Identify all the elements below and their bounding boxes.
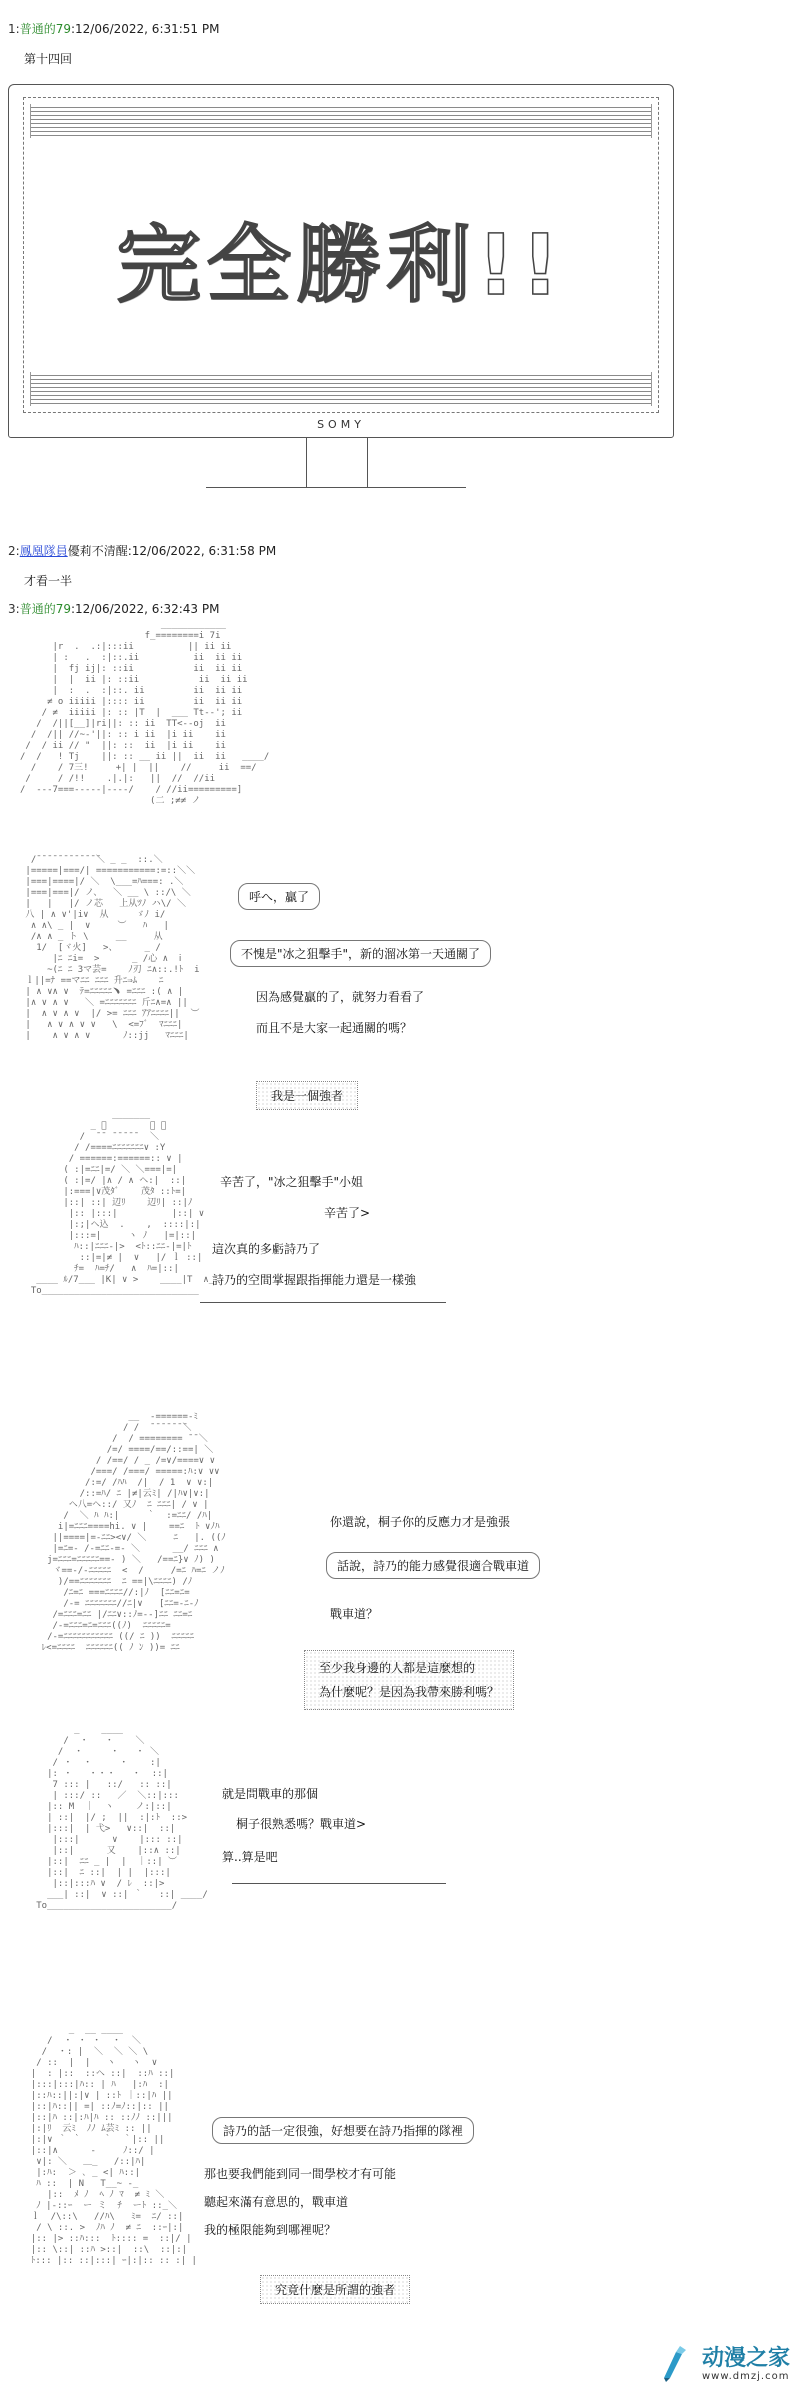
ascii-art-character-2: _______ _ ﾞ ︶ ＼ / ̄ ̄ ̄ ̄ ̄ ̄ ̄ ＼ / /====ﾆﾆﾆﾆﾆﾆﾆ∨ :Y / ======:======:: ∨ | ( :|=ﾆﾆ|=/ ＼ ＼===|=| ( :|=/ |∧ / ∧ ヘ:| ::| |:===|∨茂ﾀﾞ 茂ﾀ ::ﾄ=| |::| ::| 辺ﾘ 辺ﾘ| ::|ﾉ |:: |:::| |::| ∨ |:;|ヘ込 . , ::::|:| |:::=| ヽ ﾉ |=|::| ﾊ::|ﾆﾆﾆ-|> <ﾄ::ﾆﾆ-|=|ﾄ ::|=|≠ | ∨ |/ ｌ ::| ﾁ= ﾊ=ﾁ/ ∧ ﾊ=|::| ____ ﾙ/7___ |K| ∨ > ____|T ∧_ To_____________________________ [30,1110,215,1296]
ascii-art-character-1: /̄ ̄ ̄ ̄ ̄ ̄ ̄ ̄ ̄ ̄ ̄ ̄＼ _ _ ::.＼ |=====|===/| ===========:=::＼＼ |===|====|/ ＼ \___=ﾊ===: .＼ |===|===|/ ノ、 ＼ __ \ ::/\ ＼ | | |/ ノ芯 上从ﾂﾉ ハ\/ ＼ 八 | ∧ ∨'|i∨ 从 ゞﾉ i/ ∧ ∧\ _ | ∨ ︶ ﾊ | /∧ ∧ _ ト \ __ 从 1/ [ヾ火] >、 _ / |ﾆ ﾆi= > _ /心 ∧ ⅰ ~(ﾆ ﾆ 3マ芸= ﾉ刃 ﾆ∧::.!ﾄ i ｌ||=ﾅ ==マﾆﾆ ﾆﾆﾆ 升ﾆ⇒ﾑ ﾆ | ∧ ∨∧ ∨ ﾃ=ﾆﾆﾆﾆﾆ﹅ =ﾆﾆﾆ :( ∧ | |∧ ∨ ∧ ∨ ＼ =ﾆﾆﾆﾆﾆﾆﾆ 斤ﾆ∧=∧ || | ∧ ∨ ∧ ∨ |/ >= ﾆﾆﾆ ｱｱﾆﾆﾆﾆ|| ︶ | ∧ ∨ ∧ ∨ ∨ \ <=ﾌﾞ ﾏﾆﾆﾆ| | ∧ ∨ ∧ ∨ ﾉ::jj ﾏﾆﾆﾆ| [25,855,200,1041]
post-body-1: 第十四回 [24,52,73,66]
post-body-2: 才看一半 [24,574,73,588]
speech-bubble: 不愧是"冰之狙擊手"，新的溜冰第一天通關了 [230,940,491,967]
poster-name-extra: 優莉不清醒 [67,544,128,558]
scene-divider [232,1883,446,1884]
dialogue-line: 辛苦了> [324,1206,371,1220]
watermark-url: www.dmzj.com [701,2370,790,2382]
ascii-art-character-3: __ -======-ﾐ / / ̄ ̄ ̄ ̄ ̄ ̄ ̄＼ / / ======== ̄ ̄ ＼ /=/ ====/==/::==| ＼ / /==/ / _ /=∨/====∨ ∨ /===/ /===/ =====:ﾊ:∨ ∨∨ /:=/ /ﾊﾊ /| / 1 ∨ ∨:| /::=ﾊ/ ﾆ |≠|云ﾐ| /|ﾊ∨|∨:| ヘ八=ヘ::/ 又ﾉ ﾆ ﾆﾆﾆ| / ∨ | / ＼ ﾊ ﾊ:| ｀ :=ﾆﾆ/ /ﾊ| i|=ﾆﾆﾆ====hi. ∨ | ==ﾆ ﾄ ∨ﾉﾊ ||====|=-ﾆﾆ><∨/ ＼ ﾆ |. ((ﾉ |=ﾆ=- /-=ﾆﾆ-=- ＼ __/ ﾆﾆﾆ ∧ j=ﾆﾆﾆ=ﾆﾆﾆﾆﾆ==- ) ＼ /==ﾆ}∨ ﾉ) ) ヾ==-/-ﾆﾆﾆﾆﾆ < / /=ﾆ ﾊ=ﾆ ノﾉ )/==ﾆﾆﾆﾆﾆﾆﾆ ﾆ ==|\ﾆﾆﾆﾆ) /ﾉ /ﾆ=ﾆ ===ﾆﾆﾆﾆ//:|ﾉ [ﾆﾆ=ﾆ= /-= ﾆﾆﾆﾆﾆﾆﾆ//ﾆ|∨ [ﾆﾆ=-ﾆ-ﾉ /=ﾆﾆﾆ=ﾆﾆ |/ﾆﾆ∨::ﾉ=--]ﾆﾆ ﾆﾆ=ﾆ /-=ﾆﾆﾆ=ﾆ=ﾆﾆﾆ((ﾉ) ﾆﾆﾆﾆﾆ= /-=ﾆﾆﾆﾆﾆﾆﾆﾆﾆﾆﾆ ((/ ﾆ )) ﾆﾆﾆﾆﾆ ﾚ<=ﾆﾆﾆﾆ ﾆﾆﾆﾆﾆﾆ(( ﾉ ﾝ ))= ﾆﾆ [41,1412,226,1653]
thought-line: 為什麼呢？是因為我帶來勝利嗎？ [319,1685,500,1699]
ascii-art-character-4: _ ____ / ・ ・ ＼ / ・ ・ ・ ＼ / ・ ・ ・ :| |: ・ ・・・ ・ ::| 7 ::: | ::/ :: ::| | :::/ :: ／ ＼::|::: |:: M ｜ ヽ ノ:|::| | ::| |/ ; || :|:ﾄ ::> |:::| | 弋> ∨::| ::| |:::| ∨ |::: ::| |::| 又 |::∧ ::| |::| ﾆﾆ _ | | ｜::| ︶ |::| ﾆ ::| | | |:::| |::|:::ﾊ ∨ / ﾚ ::|> ___| ::| ∨ ::| ｀ ::| ____/ To_______________________/ [36,1725,208,1911]
dialogue-line: 戰車道？ [330,1607,379,1621]
monitor-frame [8,84,674,438]
post-header-1: 1:普通的79:12/06/2022, 6:31:51 PM [8,22,220,36]
post-number: 3: [8,602,20,616]
dialogue-line: 這次真的多虧詩乃了 [212,1242,321,1256]
post-number: 2: [8,544,20,558]
victory-title: 完全勝利!! [116,216,566,314]
pen-logo-icon [656,2344,696,2384]
poster-name[interactable]: 普通的79 [19,22,71,36]
monitor-stand-base [206,487,466,496]
dialogue-line: 算..算是吧 [222,1850,278,1864]
thought-box: 我是一個強者 [256,1081,358,1110]
screen-hatch-bottom [30,372,652,406]
post-timestamp: 12/06/2022, 6:31:58 PM [131,544,277,558]
dialogue-line: 而且不是大家一起通關的嗎？ [256,1021,413,1035]
speech-bubble: 呼へ，贏了 [238,883,320,910]
post-header-3: 3:普通的79:12/06/2022, 6:32:43 PM [8,602,220,616]
dialogue-line: 詩乃的空間掌握跟指揮能力還是一樣強 [212,1273,417,1287]
dialogue-line: 桐子很熟悉嗎？戰車道> [236,1817,367,1831]
thought-line: 至少我身邊的人都是這麼想的 [319,1661,476,1675]
dialogue-line: 那也要我們能到同一間學校才有可能 [204,2167,397,2181]
monitor-brand: SOMY [317,418,365,431]
dialogue-line: 因為感覺贏的了，就努力看看了 [256,990,425,1004]
speech-bubble: 詩乃的話一定很強，好想要在詩乃指揮的隊裡 [212,2117,474,2144]
poster-name[interactable]: 普通的79 [19,602,71,616]
ascii-art-room: ____________ f_========i 7i |r . .:|:::ii || ii ii | : . :|::.ii ii ii ii | fj ij|: ::ii ii ii ii | | ii |: ::ii ii ii ii | : . :|::. ii ii ii ii ≠ o iiiii |:::: ii ii ii ii / ≠ iiiii |: :: |T | ___ Tt--'; ii / /||[__]|ri||: :: ii TT<--oj ii / /|| //~-'||: :: i ii |i ii ii / / ii // " ||: :: ii |i ii ii / / ! Tj ||: :: __ ii || ii ii ____/ / / 7三! +| | || // ii ==/ / / /!! .|.|: || // //ii / ---7===-----|----/ / //ii=========] (二 ;≠≠ ノ [20,620,270,806]
thought-box: 究竟什麼是所謂的強者 [260,2275,410,2304]
poster-name-link[interactable]: 鳳凰隊員 [19,544,68,558]
dialogue-line: 就是問戰車的那個 [222,1787,319,1801]
scene-divider [200,1302,446,1303]
post-number: 1: [8,22,20,36]
monitor-stand-neck [306,437,368,487]
post-timestamp: 12/06/2022, 6:31:51 PM [75,22,220,36]
watermark-main: 动漫之家 [701,2345,790,2371]
dialogue-line: 你還說，桐子你的反應力才是強張 [330,1515,511,1529]
dialogue-line: 辛苦了，"冰之狙擊手"小姐 [220,1175,364,1189]
screen-hatch-top [30,104,652,138]
speech-bubble: 話說，詩乃的能力感覺很適合戰車道 [326,1552,540,1579]
site-watermark [656,2344,790,2384]
thought-box [304,1650,514,1710]
dialogue-line: 聽起來滿有意思的，戰車道 [204,2195,349,2209]
post-timestamp: 12/06/2022, 6:32:43 PM [75,602,220,616]
dialogue-line: 我的極限能夠到哪裡呢？ [204,2223,337,2237]
ascii-art-character-5: _ __ ____ / ・ ・ ・ ・ ＼ / ・: | ＼ ＼ ＼ \ / :: | | ヽ ヽ ∨ | : |:: ::ヘ ::| ::ﾊ ::| |:::|:::|ﾊ:: | ﾊ |:ﾊ :| |::ﾊ::||:|∨ | ::ﾄ ｜::|ﾊ || |::|ﾊ::|| =| ::ﾉ=ﾉ::|:: || |::|ﾊ ::|:ﾊ|ﾊ :: ::ﾉﾉ ::||| |:|ﾘ 云ﾐ ﾉﾉ ﾑ芸ﾐ :: || |:|∨ ｀ ｀ ｀ ｀|:: || |::|∧ - ﾉ::/ | ∨|: ＼ ＿_ /::|ﾊ| |:ﾊ: ＞ ､ _ <| ﾊ::| ﾊ :: | N T__~ -_ |:: ﾒ ﾉ ﾍ ﾉ ﾏ ≠ ﾐ ＼ ﾉ |-::ｰ ー ミ ﾁ ーﾄ ::_＼ ｌ /\::\ //ﾊ\ ﾐ= ﾆ/ ::| / \ ::. > ﾉﾊ ﾉ ≠ ﾆ ::ｰ|:| |:: |> ::ﾊ::: ﾄ:::: = ::|/ | |:: \::| ::ﾊ >::| ::\ ::|:| ﾄ::: |:: ::|:::| ｰ|:|:: :: :| | [30,2025,197,2266]
monitor-screen [23,97,659,413]
post-header-2: 2:鳳凰隊員優莉不清醒:12/06/2022, 6:31:58 PM [8,544,277,558]
watermark-text [702,2347,790,2382]
